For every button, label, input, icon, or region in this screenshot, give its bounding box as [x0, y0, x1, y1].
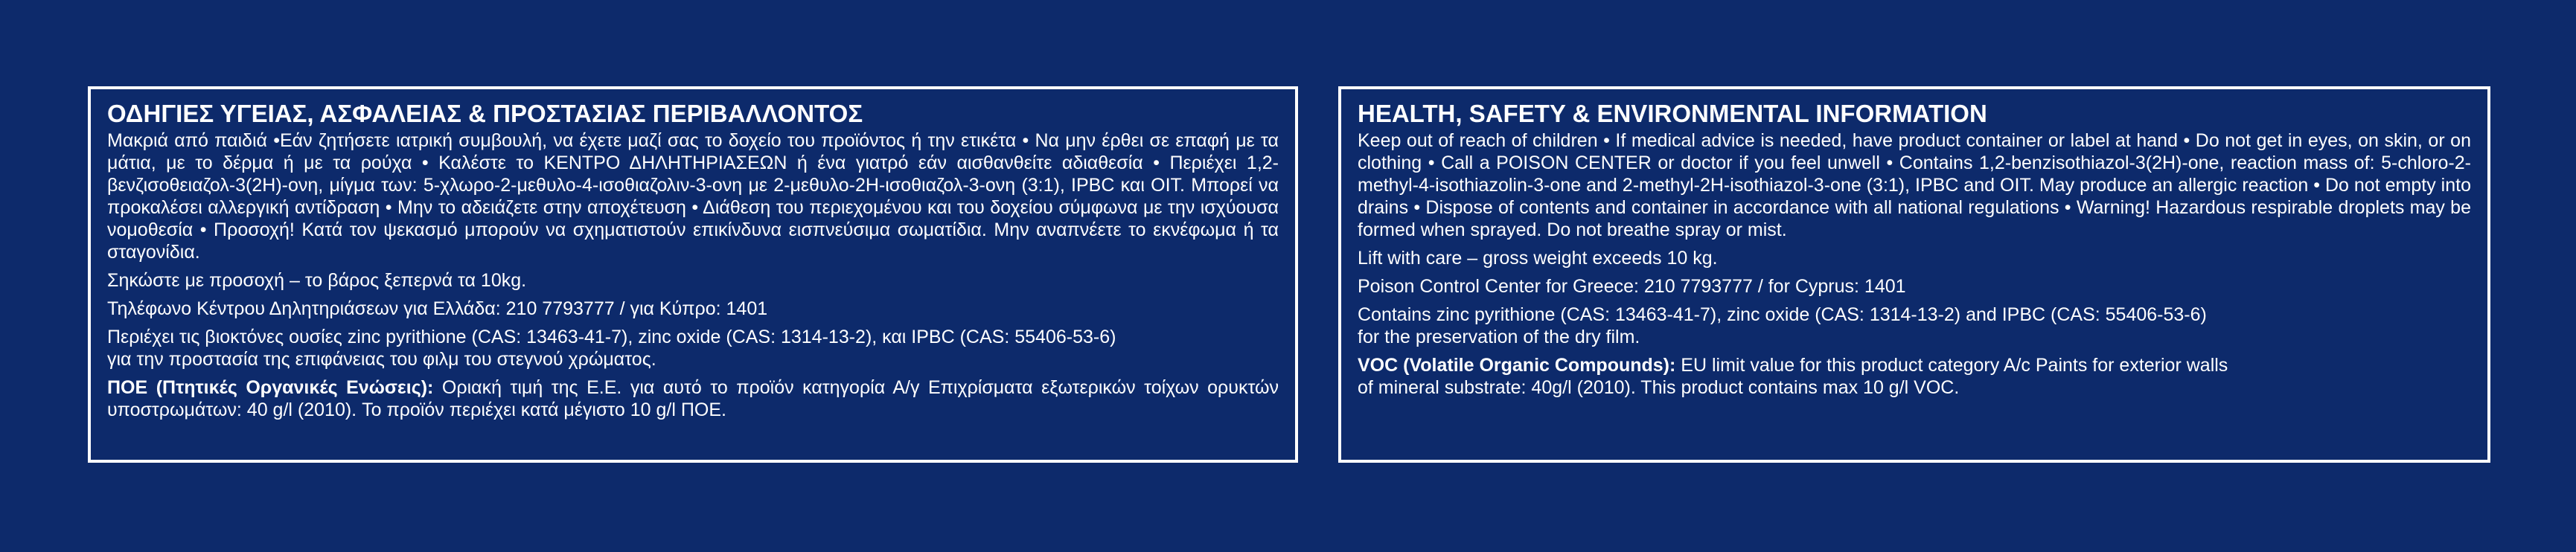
- english-lift-notice: Lift with care – gross weight exceeds 10 kg.: [1358, 248, 1718, 269]
- english-voc-label: VOC (Volatile Organic Compounds):: [1358, 355, 1676, 376]
- english-voc-line2: of mineral substrate: 40g/l (2010). This product contains max 10 g/l VOC.: [1358, 377, 1960, 398]
- greek-title: ΟΔΗΓΙΕΣ ΥΓΕΙΑΣ, ΑΣΦΑΛΕΙΑΣ & ΠΡΟΣΤΑΣΙΑΣ ΠΕΡΙΒΑΛΛΟΝΤΟΣ: [107, 100, 863, 127]
- english-poison-center: Poison Control Center for Greece: 210 7793777 / for Cyprus: 1401: [1358, 276, 1906, 297]
- greek-warnings: Μακριά από παιδιά •Εάν ζητήσετε ιατρική συμβουλή, να έχετε μαζί σας το δοχείο του προϊόντος ή την ετικέτα • Να μην έρθει σε επαφή με τα μάτια, με το δέρμα ή με τα ρούχα • Καλέστε το ΚΕΝΤΡΟ ΔΗΛΗΤΗΡΙΑΣΕΩΝ ή ένα γιατρό εάν αισθανθείτε αδιαθεσία • Περιέχει 1,2-βενζισοθειαζολ-3(2Η)-ονη, μίγμα των: 5-χλωρο-2-μεθυλο-4-ισοθιαζολιν-3-ονη με 2-μεθυλο-2Η-ισοθιαζολ-3-ονη (3:1), IPBC και OIT. Μπορεί να προκαλέσει αλλεργική αντίδραση • Μην το αδειάζετε στην αποχέτευση • Διάθεση του περιεχομένου και του δοχείου σύμφωνα με την ισχύουσα νομοθεσία • Προσοχή! Κατά τον ψεκασμό μπορούν να σχηματιστούν επικίνδυνα εισπνεύσιμα σωματίδια. Μην αναπνέετε το εκνέφωμα ή τα σταγονίδια.: [107, 130, 1279, 263]
- greek-biocides-line1: Περιέχει τις βιοκτόνες ουσίες zinc pyrithione (CAS: 13463-41-7), zinc oxide (CAS: 1314-13-2), και IPBC (CAS: 55406-53-6): [107, 327, 1116, 347]
- english-voc: [1358, 354, 2471, 399]
- greek-info-panel: [88, 86, 1298, 463]
- english-info-panel: [1338, 86, 2490, 463]
- english-title: HEALTH, SAFETY & ENVIRONMENTAL INFORMATION: [1358, 100, 1987, 127]
- english-warnings: Keep out of reach of children • If medical advice is needed, have product container or label at hand • Do not get in eyes, on skin, or on clothing • Call a POISON CENTER or doctor if you feel unwell • Contains 1,2-benzisothiazol-3(2H)-one, reaction mass of: 5-chloro-2-methyl-4-isothiazolin-3-one and 2-methyl-2H-isothiazol-3-one (3:1), IPBC and OIT. May produce an allergic reaction • Do not empty into drains • Dispose of contents and container in accordance with all national regulations • Warning! Hazardous respirable droplets may be formed when sprayed. Do not breathe spray or mist.: [1358, 130, 2471, 240]
- greek-lift-notice: Σηκώστε με προσοχή – το βάρος ξεπερνά τα 10kg.: [107, 270, 527, 291]
- greek-voc-label: ΠΟΕ (Πτητικές Οργανικές Ενώσεις):: [107, 377, 434, 398]
- english-biocides-line1: Contains zinc pyrithione (CAS: 13463-41-7), zinc oxide (CAS: 1314-13-2) and IPBC (CAS: 55406-53-6): [1358, 304, 2207, 325]
- greek-voc-text: Οριακή τιμή της Ε.Ε. για αυτό το προϊόν κατηγορία Α/γ Επιχρίσματα εξωτερικών τοίχων ορυκτών υποστρωμάτων: 40 g/l (2010). Το προϊόν περιέχει κατά μέγιστο 10 g/l ΠΟΕ.: [107, 377, 1279, 420]
- greek-voc: [107, 376, 1279, 421]
- greek-poison-center: Τηλέφωνο Κέντρου Δηλητηριάσεων για Ελλάδα: 210 7793777 / για Κύπρο: 1401: [107, 298, 768, 319]
- greek-biocides-line2: για την προστασία της επιφάνειας του φιλμ του στεγνού χρώματος.: [107, 349, 656, 370]
- english-voc-line1: EU limit value for this product category A/c Paints for exterior walls: [1675, 355, 2228, 376]
- greek-biocides: [107, 326, 1279, 370]
- english-biocides: [1358, 304, 2471, 348]
- english-biocides-line2: for the preservation of the dry film.: [1358, 327, 1640, 347]
